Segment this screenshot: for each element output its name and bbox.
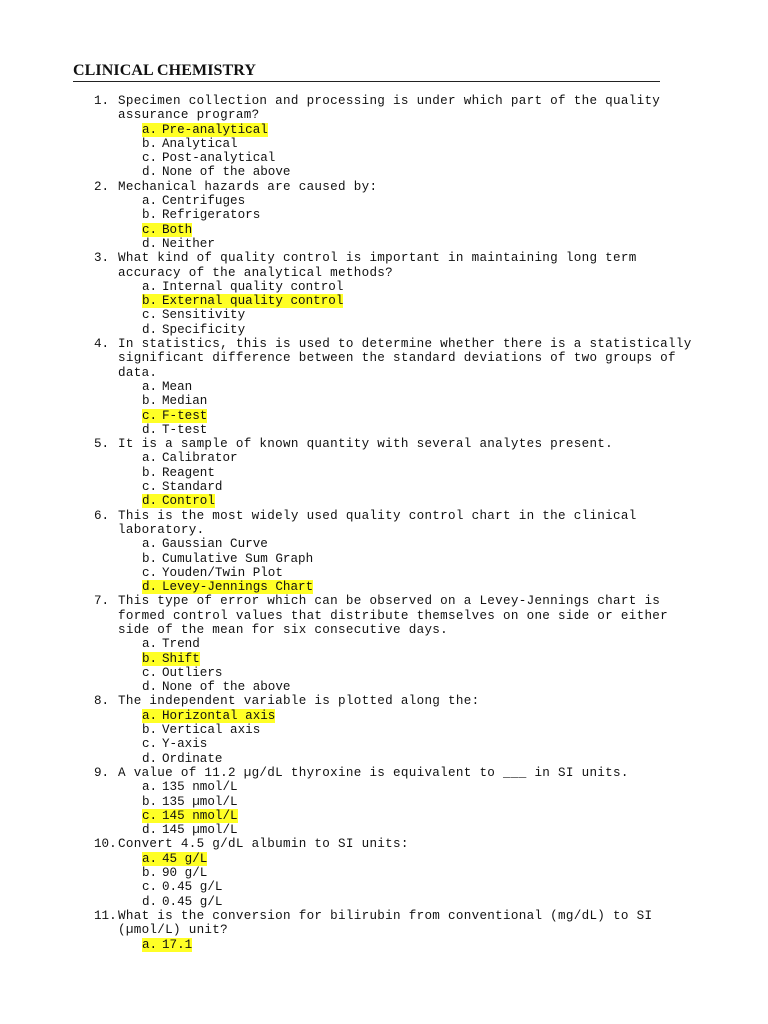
- answer-option: [118, 795, 698, 809]
- option-text: None of the above: [162, 680, 291, 695]
- answer-option: [118, 737, 698, 751]
- option-text: Refrigerators: [162, 208, 261, 223]
- question-list: [0, 94, 768, 952]
- answer-option: [118, 308, 698, 322]
- option-text: 0.45 g/L: [162, 894, 223, 909]
- question-text: This is the most widely used quality control chart in the clinical laboratory.: [118, 508, 637, 537]
- question-text: In statistics, this is used to determine whether there is a statistically significant difference between the standard deviations of two groups of data.: [118, 337, 692, 380]
- question-number: 2.: [94, 179, 110, 194]
- option-letter: d.: [142, 165, 158, 180]
- option-text: 135 µmol/L: [162, 794, 238, 809]
- answer-option: [118, 466, 698, 480]
- option-text: Gaussian Curve: [162, 537, 268, 552]
- option-letter: b.: [142, 136, 158, 151]
- option-text: Median: [162, 394, 208, 409]
- option-letter: a.: [142, 451, 158, 466]
- answer-option-correct: [118, 294, 698, 308]
- page-title: CLINICAL CHEMISTRY: [73, 62, 660, 82]
- answer-option: [118, 552, 698, 566]
- answer-option-correct: [118, 852, 698, 866]
- question-text: What is the conversion for bilirubin from conventional (mg/dL) to SI (µmol/L) unit?: [118, 908, 653, 938]
- option-letter: b.: [142, 651, 158, 666]
- option-text: 0.45 g/L: [162, 880, 223, 895]
- option-text: Outliers: [162, 665, 223, 680]
- option-text: External quality control: [162, 294, 344, 309]
- option-letter: d.: [142, 823, 158, 838]
- option-letter: a.: [142, 379, 158, 394]
- option-text: 45 g/L: [162, 851, 208, 866]
- option-letter: c.: [142, 565, 158, 580]
- answer-option-correct: [118, 652, 698, 666]
- option-text: 145 µmol/L: [162, 823, 238, 838]
- option-letter: c.: [142, 808, 158, 823]
- answer-option: [118, 208, 698, 222]
- answer-option: [118, 165, 698, 179]
- option-letter: a.: [142, 537, 158, 552]
- question-number: 9.: [94, 765, 110, 780]
- option-letter: a.: [142, 708, 158, 723]
- answer-option-correct: [118, 709, 698, 723]
- answer-option: [118, 723, 698, 737]
- answer-option-correct: [118, 123, 698, 137]
- question-number: 3.: [94, 251, 110, 266]
- question-number: 6.: [94, 508, 110, 523]
- question-text: This type of error which can be observed on a Levey-Jennings chart is formed control values that distribute themselves on one side or either side of the mean for six consecutive days.: [118, 594, 669, 637]
- question-text: Specimen collection and processing is under which part of the quality assurance program?: [118, 94, 661, 123]
- option-letter: b.: [142, 723, 158, 738]
- question-item: [0, 509, 698, 595]
- answer-option: [118, 451, 698, 465]
- question-text: It is a sample of known quantity with several analytes present.: [118, 437, 614, 452]
- option-letter: b.: [142, 794, 158, 809]
- option-text: Specificity: [162, 322, 246, 337]
- option-text: Mean: [162, 379, 193, 394]
- option-text: Trend: [162, 637, 200, 652]
- option-letter: d.: [142, 894, 158, 909]
- answer-option: [118, 151, 698, 165]
- option-letter: a.: [142, 279, 158, 294]
- option-text: Levey-Jennings Chart: [162, 580, 314, 595]
- question-item: [0, 94, 698, 180]
- option-letter: c.: [142, 408, 158, 423]
- question-item: [0, 594, 698, 694]
- option-letter: c.: [142, 222, 158, 237]
- question-number: 11.: [94, 908, 117, 923]
- answer-option-correct: [118, 223, 698, 237]
- option-text: Y-axis: [162, 737, 208, 752]
- option-letter: a.: [142, 122, 158, 137]
- option-letter: a.: [142, 194, 158, 209]
- question-item: [0, 837, 698, 908]
- question-text: A value of 11.2 µg/dL thyroxine is equivalent to ___ in SI units.: [118, 765, 629, 780]
- question-number: 1.: [94, 94, 110, 108]
- question-number: 8.: [94, 694, 110, 709]
- answer-option: [118, 423, 698, 437]
- answer-option: [118, 666, 698, 680]
- option-text: Standard: [162, 480, 223, 495]
- option-letter: c.: [142, 880, 158, 895]
- option-letter: c.: [142, 151, 158, 166]
- option-text: Centrifuges: [162, 194, 246, 209]
- question-item: [0, 180, 698, 251]
- option-text: T-test: [162, 422, 208, 437]
- option-letter: b.: [142, 394, 158, 409]
- question-number: 5.: [94, 437, 110, 452]
- answer-option: [118, 480, 698, 494]
- question-text: Convert 4.5 g/dL albumin to SI units:: [118, 837, 409, 852]
- option-letter: d.: [142, 322, 158, 337]
- option-text: 90 g/L: [162, 866, 208, 881]
- answer-option: [118, 752, 698, 766]
- answer-option: [118, 394, 698, 408]
- option-letter: c.: [142, 308, 158, 323]
- option-letter: c.: [142, 480, 158, 495]
- option-letter: c.: [142, 737, 158, 752]
- answer-option: [118, 680, 698, 694]
- question-number: 10.: [94, 837, 117, 852]
- option-letter: a.: [142, 937, 158, 952]
- answer-option: [118, 880, 698, 894]
- answer-option: [118, 866, 698, 880]
- question-text: What kind of quality control is important in maintaining long term accuracy of the analytical methods?: [118, 251, 637, 280]
- answer-option: [118, 323, 698, 337]
- option-letter: d.: [142, 680, 158, 695]
- answer-option: [118, 780, 698, 794]
- answer-option: [118, 823, 698, 837]
- option-text: Vertical axis: [162, 723, 261, 738]
- question-item: [0, 251, 698, 337]
- option-text: Ordinate: [162, 751, 223, 766]
- answer-option-correct: [118, 580, 698, 594]
- question-number: 4.: [94, 337, 110, 352]
- answer-option-correct: [118, 409, 698, 423]
- option-text: Calibrator: [162, 451, 238, 466]
- option-text: Cumulative Sum Graph: [162, 551, 314, 566]
- answer-option-correct: [118, 938, 698, 952]
- option-text: Shift: [162, 651, 200, 666]
- answer-option-correct: [118, 494, 698, 508]
- answer-option: [118, 537, 698, 551]
- question-text: The independent variable is plotted along the:: [118, 694, 480, 709]
- question-number: 7.: [94, 594, 110, 609]
- option-letter: d.: [142, 751, 158, 766]
- option-letter: b.: [142, 294, 158, 309]
- answer-option: [118, 895, 698, 909]
- option-text: 145 nmol/L: [162, 808, 238, 823]
- question-item: [0, 337, 698, 437]
- option-text: Reagent: [162, 465, 215, 480]
- option-text: Post-analytical: [162, 151, 276, 166]
- option-letter: c.: [142, 665, 158, 680]
- option-letter: a.: [142, 851, 158, 866]
- option-text: Both: [162, 222, 193, 237]
- option-letter: d.: [142, 494, 158, 509]
- option-letter: b.: [142, 208, 158, 223]
- answer-option: [118, 280, 698, 294]
- option-letter: b.: [142, 866, 158, 881]
- option-text: Analytical: [162, 136, 238, 151]
- option-text: None of the above: [162, 165, 291, 180]
- option-text: Neither: [162, 236, 215, 251]
- option-text: F-test: [162, 408, 208, 423]
- option-letter: b.: [142, 465, 158, 480]
- question-item: [0, 694, 698, 765]
- option-text: Control: [162, 494, 215, 509]
- answer-option: [118, 380, 698, 394]
- answer-option: [118, 566, 698, 580]
- answer-option: [118, 637, 698, 651]
- option-letter: b.: [142, 551, 158, 566]
- question-item: [0, 766, 698, 837]
- option-text: 135 nmol/L: [162, 780, 238, 795]
- option-text: Internal quality control: [162, 279, 344, 294]
- answer-option: [118, 237, 698, 251]
- answer-option: [118, 137, 698, 151]
- option-text: Youden/Twin Plot: [162, 565, 283, 580]
- question-item: [0, 437, 698, 508]
- option-letter: a.: [142, 637, 158, 652]
- option-text: Pre-analytical: [162, 122, 268, 137]
- question-text: Mechanical hazards are caused by:: [118, 179, 378, 194]
- answer-option: [118, 194, 698, 208]
- option-letter: d.: [142, 422, 158, 437]
- answer-option-correct: [118, 809, 698, 823]
- option-letter: d.: [142, 580, 158, 595]
- option-letter: a.: [142, 780, 158, 795]
- question-item: [0, 909, 698, 952]
- option-letter: d.: [142, 236, 158, 251]
- option-text: Horizontal axis: [162, 708, 276, 723]
- option-text: 17.1: [162, 937, 193, 952]
- option-text: Sensitivity: [162, 308, 246, 323]
